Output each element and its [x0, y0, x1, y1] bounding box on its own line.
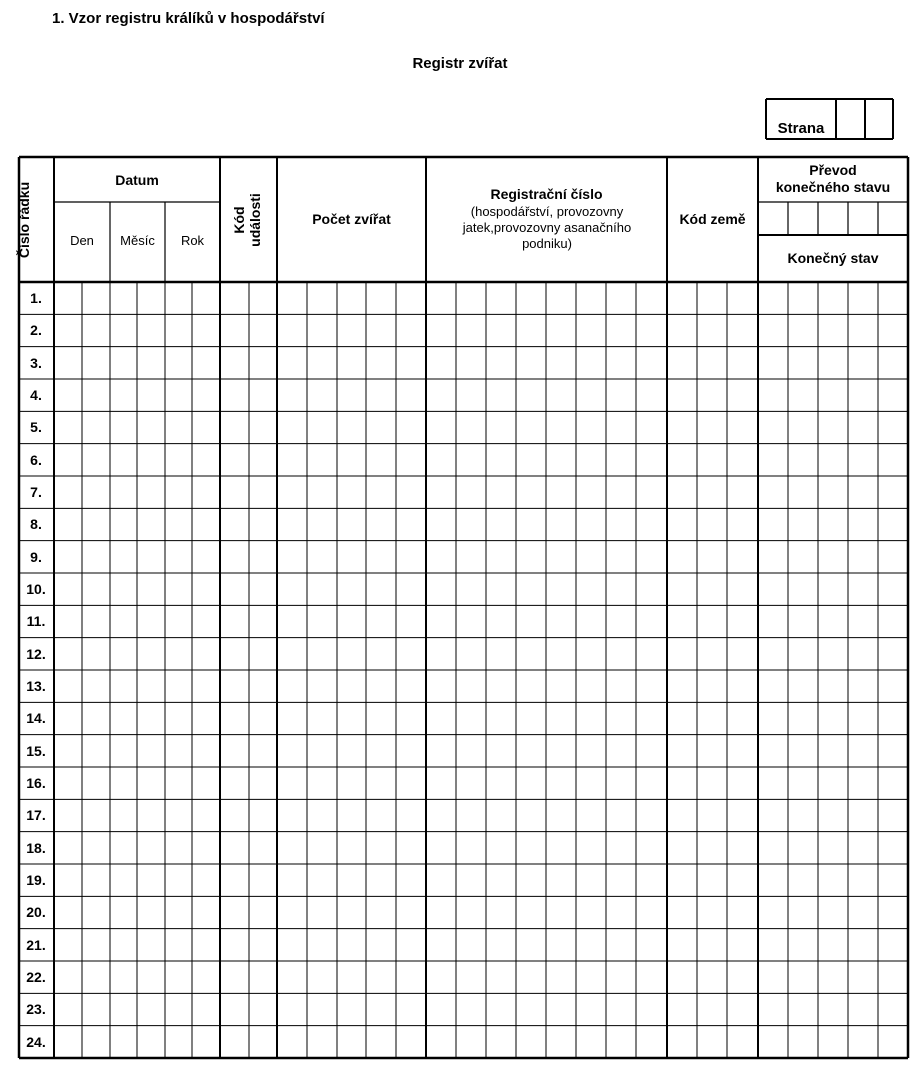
- row-number-label: 15.: [26, 742, 46, 759]
- row-number-label: 9.: [30, 548, 42, 565]
- document-heading: 1. Vzor registru králíků v hospodářství: [52, 10, 325, 27]
- page-label: Strana: [777, 120, 825, 137]
- row-number-label: 22.: [26, 969, 46, 985]
- row-number-label: 10.: [26, 581, 46, 597]
- header-date: Datum: [115, 172, 159, 188]
- header-day: Den: [70, 233, 94, 248]
- header-month: Měsíc: [120, 233, 155, 248]
- row-number-label: 13.: [26, 678, 46, 694]
- row-number-label: 23.: [26, 1001, 46, 1018]
- header-registration-note: (hospodářství, provozovny jatek,provozovny asanačního podniku): [462, 204, 632, 251]
- row-number-label: 8.: [30, 516, 42, 533]
- row-number-label: 19.: [26, 872, 46, 888]
- row-number-label: 4.: [30, 387, 42, 403]
- register-title: Registr zvířat: [412, 55, 508, 72]
- row-number-label: 20.: [26, 904, 46, 921]
- row-number-label: 7.: [30, 484, 42, 500]
- row-number-label: 2.: [30, 322, 42, 339]
- row-number-label: 11.: [26, 613, 46, 630]
- header-final-state: Konečný stav: [787, 250, 879, 266]
- row-number-label: 24.: [26, 1033, 46, 1050]
- row-number-label: 1.: [30, 290, 42, 306]
- header-country-code: Kód země: [679, 211, 746, 227]
- row-number-label: 6.: [30, 451, 42, 468]
- header-event-code: Kód události: [231, 193, 263, 247]
- header-year: Rok: [180, 233, 205, 248]
- row-number-label: 14.: [26, 710, 46, 727]
- row-number-label: 3.: [30, 354, 42, 371]
- row-number-label: 21.: [26, 936, 46, 953]
- row-number-label: 18.: [26, 839, 46, 856]
- header-final-state-transfer: Převod konečného stavu: [775, 162, 891, 195]
- row-number-label: 17.: [26, 807, 46, 824]
- header-registration-number: Registrační číslo: [490, 186, 603, 202]
- page-number-box: [766, 99, 893, 139]
- header-animal-count: Počet zvířat: [312, 211, 391, 227]
- row-number-label: 5.: [30, 419, 42, 436]
- row-number-label: 12.: [26, 645, 46, 662]
- header-row-number: Číslo řádku: [16, 181, 32, 259]
- row-number-label: 16.: [26, 775, 46, 791]
